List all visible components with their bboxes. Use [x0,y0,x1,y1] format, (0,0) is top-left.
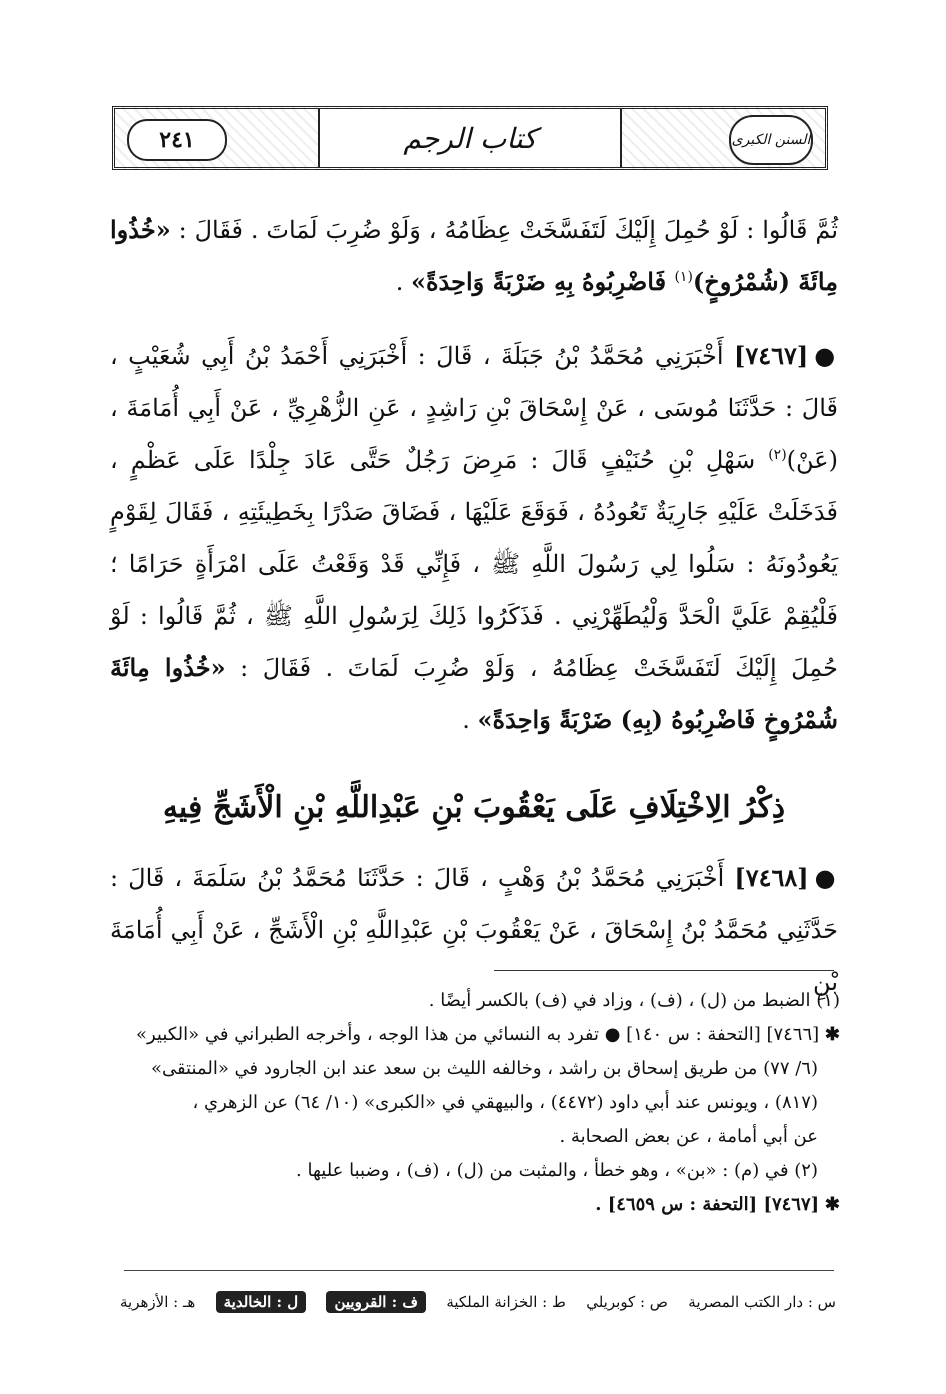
footnote-2: (٢) في (م) : «بن» ، وهو خطأ ، والمثبت من (ل) ، (ف) ، وضببا عليها . [296,1160,818,1181]
legend-lam: ل : الخالدية [216,1291,307,1313]
page-header [112,106,828,170]
legend-divider [124,1270,834,1271]
legend-ta: ط : الخزانة الملكية [446,1293,566,1311]
footnote-line: (٨١٧) ، ويونس عند أبي داود (٤٤٧٢) ، والبيهقي في «الكبرى» (١٠/ ٦٤) عن الزهري ، [192,1092,818,1113]
text: . [395,268,411,296]
bullet-icon: ● [814,341,838,370]
book-seal-icon: السنن الكبرى [729,115,813,165]
bold-quote: فَاضْرِبُوهُ بِهِ ضَرْبَةً وَاحِدَةً» [410,267,675,296]
footnote-1: (١) الضبط من (ل) ، (ف) ، وزاد في (ف) بالكسر أيضًا . [428,990,840,1011]
page-number: ٢٤١ [127,119,227,161]
legend-sad: ص : كوبريلي [586,1293,668,1311]
manuscript-legend [120,1286,836,1318]
legend-ha: هـ : الأزهرية [120,1293,196,1311]
footnote-7467 [110,1188,840,1222]
footnote-line: عن أبي أمامة ، عن بعض الصحابة . [559,1126,818,1147]
footnote-ref[interactable]: (٢) [768,447,787,463]
bullet-icon: ● [814,863,838,892]
section-title: ذِكْرُ الِاخْتِلَافِ عَلَى يَعْقُوبَ بْنِ عَبْدِاللَّهِ بْنِ الْأَشَجِّ فِيهِ [162,790,786,825]
star-icon: ✱ [824,1194,840,1215]
hadith-7467 [110,330,838,746]
bold-quote: «خُذُوا مِائَةَ شُمْرُوخٍ فَاضْرِبُوهُ (بِهِ) ضَرْبَةً وَاحِدَةً» [110,653,838,734]
text: أَخْبَرَنِي مُحَمَّدُ بْنُ جَبَلَةَ ، قَالَ : أَخْبَرَنِي أَحْمَدُ بْنُ أَبِي شُعَيْبٍ ، قَالَ : حَدَّثَنَا مُوسَى ، عَنْ إِسْحَاقَ بْنِ رَاشِدٍ ، عَنِ الزُّهْرِيِّ ، عَنْ أَبِي أُمَامَةَ ، (عَنْ) [110,342,838,474]
text: ثُمَّ قَالُوا : لَوْ حُمِلَ إِلَيْكَ لَتَفَسَّخَتْ عِظَامُهُ ، وَلَوْ ضُرِبَ لَمَاتَ . فَقَالَ : [170,216,838,244]
footnote-text: [٧٤٦٧] [التحفة : س ٤٦٥٩] . [595,1194,820,1215]
book-title: كتاب الرجم [318,109,622,167]
star-icon: ✱ [824,1024,840,1045]
footnote-7466 [110,1018,840,1052]
footnote-ref[interactable]: (١) [674,269,693,285]
text: . [462,706,478,734]
text: سَهْلِ بْنِ حُنَيْفٍ قَالَ : مَرِضَ رَجُلٌ حَتَّى عَادَ جِلْدًا عَلَى عَظْمٍ ، فَدَخَلَتْ عَلَيْهِ جَارِيَةٌ تَعُودُهُ ، فَوَقَعَ عَلَيْهَا ، فَضَاقَ صَدْرًا بِخَطِيئَتِهِ ، فَقَالَ لِقَوْمٍ يَعُودُونَهُ : سَلُوا لِي رَسُولَ اللَّهِ ﷺ ، فَإِنِّي قَدْ وَقَعْتُ عَلَى امْرَأَةٍ حَرَامًا ؛ فَلْيُقِمْ عَلَيَّ الْحَدَّ وَلْيُطَهِّرْنِي . فَذَكَرُوا ذَلِكَ لِرَسُولِ اللَّهِ ﷺ ، ثُمَّ قَالُوا : لَوْ حُمِلَ إِلَيْكَ لَتَفَسَّخَتْ عِظَامُهُ ، وَلَوْ ضُرِبَ لَمَاتَ . فَقَالَ : [110,446,838,682]
paragraph-continuation [110,204,838,308]
footnote-text: [٧٤٦٦] [التحفة : س ١٤٠] ● تفرد به النسائي من هذا الوجه ، وأخرجه الطبراني في «الكبير» [135,1024,820,1045]
footnotes [110,984,840,1222]
bold-quote: «خُذُوا مِائَةَ (شُمْرُوخٍ) [110,215,838,296]
footnote-divider [494,970,834,971]
text: أَخْبَرَنِي مُحَمَّدُ بْنُ وَهْبٍ ، قَالَ : حَدَّثَنَا مُحَمَّدُ بْنُ سَلَمَةَ ، قَالَ : حَدَّثَنِي مُحَمَّدُ بْنُ إِسْحَاقَ ، عَنْ يَعْقُوبَ بْنِ عَبْدِاللَّهِ بْنِ الْأَشَجِّ ، عَنْ أَبِي أُمَامَةَ بْنِ [110,864,838,996]
hadith-number: [٧٤٦٨] [734,863,809,892]
hadith-number: [٧٤٦٧] [733,341,809,370]
legend-fa: ف : القرويين [326,1291,426,1313]
footnote-line: (٦/ ٧٧) من طريق إسحاق بن راشد ، وخالفه الليث بن سعد عند ابن الجارود في «المنتقى» [150,1058,818,1079]
legend-s: س : دار الكتب المصرية [688,1293,836,1311]
